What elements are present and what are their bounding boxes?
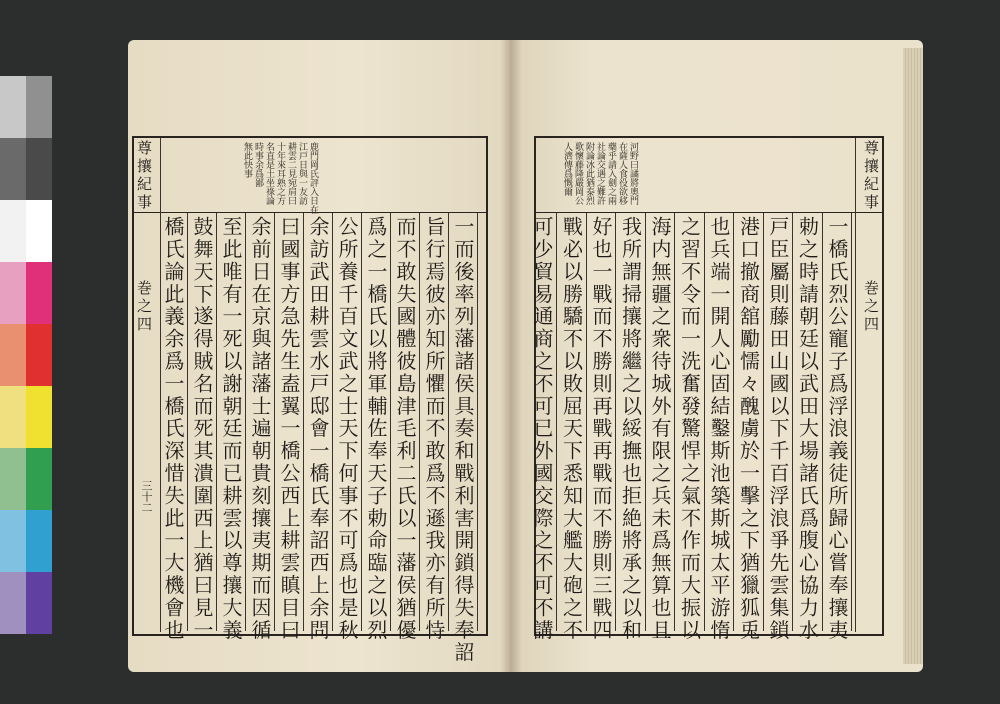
column-rule bbox=[477, 213, 478, 631]
left_page-headnote-line: 十年來耳熟之方 bbox=[275, 142, 285, 205]
column-rule bbox=[274, 213, 275, 631]
column-rule bbox=[792, 213, 793, 631]
right_page-headnote-line: 河野曰譎將奧門 bbox=[628, 142, 638, 205]
column-rule bbox=[674, 213, 675, 631]
column-rule bbox=[851, 213, 852, 631]
column-rule bbox=[419, 213, 420, 631]
right_page-headnote-line: 附論冰此猶泰烈 bbox=[584, 142, 594, 205]
color-swatch bbox=[0, 510, 26, 572]
left_page-headnote-line: 無此快事 bbox=[242, 142, 252, 178]
color-swatch bbox=[26, 572, 52, 634]
left_page-text-column: 旨行焉彼亦知所懼而不敢爲不遜我亦有所恃 bbox=[422, 216, 446, 642]
color-swatch bbox=[26, 510, 52, 572]
right_page-headnote-line: 藥乎請入劍之兩 bbox=[606, 142, 616, 205]
column-rule bbox=[556, 213, 557, 631]
color-swatch bbox=[0, 262, 26, 324]
color-swatch bbox=[26, 448, 52, 510]
column-rule bbox=[187, 213, 188, 631]
right_page-text-column: 好也一戰而不勝則再戰再戰而不勝則三戰四 bbox=[589, 216, 613, 642]
left-folio: 三十二 bbox=[140, 480, 153, 513]
right_page-text-column: 港口撤商舘勵懦々醜虜於一擊之下猶獵狐兎 bbox=[736, 216, 761, 642]
color-swatch bbox=[26, 324, 52, 386]
right-title-rule bbox=[855, 138, 856, 632]
right_page-text-column: 我所謂掃攘將繼之以綏撫也拒絶將承之以和 bbox=[618, 216, 643, 642]
left_page-text-column: 而不敢失國體彼島津毛利二氏以一藩侯猶優 bbox=[393, 216, 417, 642]
column-rule bbox=[216, 213, 217, 631]
column-rule bbox=[448, 213, 449, 631]
right_page-headnote-line: 在薩人食役欲移 bbox=[617, 142, 627, 205]
left_page-text-column: 曰國事方急先生盍翼一橋公西上耕雲瞋目曰 bbox=[277, 216, 301, 642]
color-swatch bbox=[0, 448, 26, 510]
left_page-headnote-line: 鹿門岡氏評入日在 bbox=[308, 142, 318, 214]
right_page-text-column: 戸臣屬則藤田山國以下千百浮浪爭先雲集鎖 bbox=[766, 216, 790, 642]
color-swatch bbox=[0, 386, 26, 448]
column-rule bbox=[586, 213, 587, 631]
left_page-text-column: 橋氏論此義余爲一橋氏深惜失此一大機會也 bbox=[161, 216, 185, 642]
column-rule bbox=[332, 213, 333, 631]
left_page-text-column: 至此唯有一死以謝朝廷而已耕雲以尊攘大義 bbox=[219, 216, 243, 642]
right_page-text-column: 戰必以勝驕不以敗屈天下悉知大艦大砲之不 bbox=[559, 216, 584, 642]
color-swatch bbox=[0, 138, 26, 200]
right_page-text-column: 之習不令而一洗奮發驚悍之氣不作而大振以 bbox=[677, 216, 702, 642]
left-volume-label: 巻之四 bbox=[135, 280, 153, 334]
right_page-headnote-line: 人濟傳爲慨爾 bbox=[562, 142, 572, 196]
book-gutter bbox=[500, 40, 522, 672]
color-swatch bbox=[0, 572, 26, 634]
column-rule bbox=[245, 213, 246, 631]
column-rule bbox=[303, 213, 304, 631]
page-edges bbox=[903, 48, 923, 664]
color-swatch bbox=[26, 262, 52, 324]
right-volume-label: 巻之四 bbox=[862, 280, 880, 334]
left-running-title: 尊攘紀事 bbox=[135, 140, 153, 212]
left_page-text-column: 一而後率列藩諸侯具奏和戰利害開鎖得失奉詔 bbox=[451, 216, 475, 664]
right_page-text-column: 一橋氏烈公寵子爲浮浪義徒所歸心嘗奉攘夷 bbox=[825, 216, 849, 642]
right_page-headnote-line: 歌懷藤隆嚴岡公 bbox=[573, 142, 583, 205]
color-checker bbox=[0, 76, 52, 636]
left_page-text-column: 爲之一橋氏以將軍輔佐奉天子勅命臨之以烈 bbox=[364, 216, 388, 642]
color-swatch bbox=[0, 200, 26, 262]
right_page-text-column: 也兵端一開人心固結鑿斯池築斯城太平游惰 bbox=[707, 216, 731, 642]
right_page-text-column: 海内無疆之衆待城外有限之兵未爲無算也且 bbox=[648, 216, 672, 642]
color-swatch bbox=[26, 76, 52, 138]
column-rule bbox=[645, 213, 646, 631]
column-rule bbox=[704, 213, 705, 631]
right_page-headnote-line: 社論交遇之難許 bbox=[595, 142, 605, 205]
color-swatch bbox=[0, 324, 26, 386]
left_page-headnote-line: 名直是土坐祿論 bbox=[264, 142, 274, 205]
left_page-text-column: 余訪武田耕雲水戸邸會一橋氏奉詔西上余問 bbox=[306, 216, 330, 642]
right_page-text-column: 可少貿易通商之不可已外國交際之不可不講 bbox=[530, 216, 554, 642]
color-swatch bbox=[0, 76, 26, 138]
column-rule bbox=[822, 213, 823, 631]
right_page-text-column: 勅之時請朝廷以武田大場諸氏爲腹心協力水 bbox=[795, 216, 820, 642]
left_page-headnote-line: 江戸日與一友訪 bbox=[297, 142, 307, 205]
left_page-text-column: 鼓舞天下遂得賊名而死其潰圍西上猶曰見一 bbox=[190, 216, 214, 642]
left_page-text-column: 余前日在京與諸藩士遍朝貴刻攘夷期而因循 bbox=[248, 216, 272, 642]
left_page-text-column: 公所養千百文武之士天下何事不可爲也是秋 bbox=[335, 216, 359, 642]
column-rule bbox=[733, 213, 734, 631]
column-rule bbox=[615, 213, 616, 631]
color-swatch bbox=[26, 386, 52, 448]
column-rule bbox=[361, 213, 362, 631]
right-running-title: 尊攘紀事 bbox=[862, 140, 880, 212]
left_page-headnote-line: 時事余爲鄙 bbox=[253, 142, 263, 187]
column-rule bbox=[390, 213, 391, 631]
left_page-headnote-line: 耕雲二見宛肩曰 bbox=[286, 142, 296, 205]
open-book bbox=[128, 40, 923, 672]
color-swatch bbox=[26, 200, 52, 262]
column-rule bbox=[763, 213, 764, 631]
color-swatch bbox=[26, 138, 52, 200]
